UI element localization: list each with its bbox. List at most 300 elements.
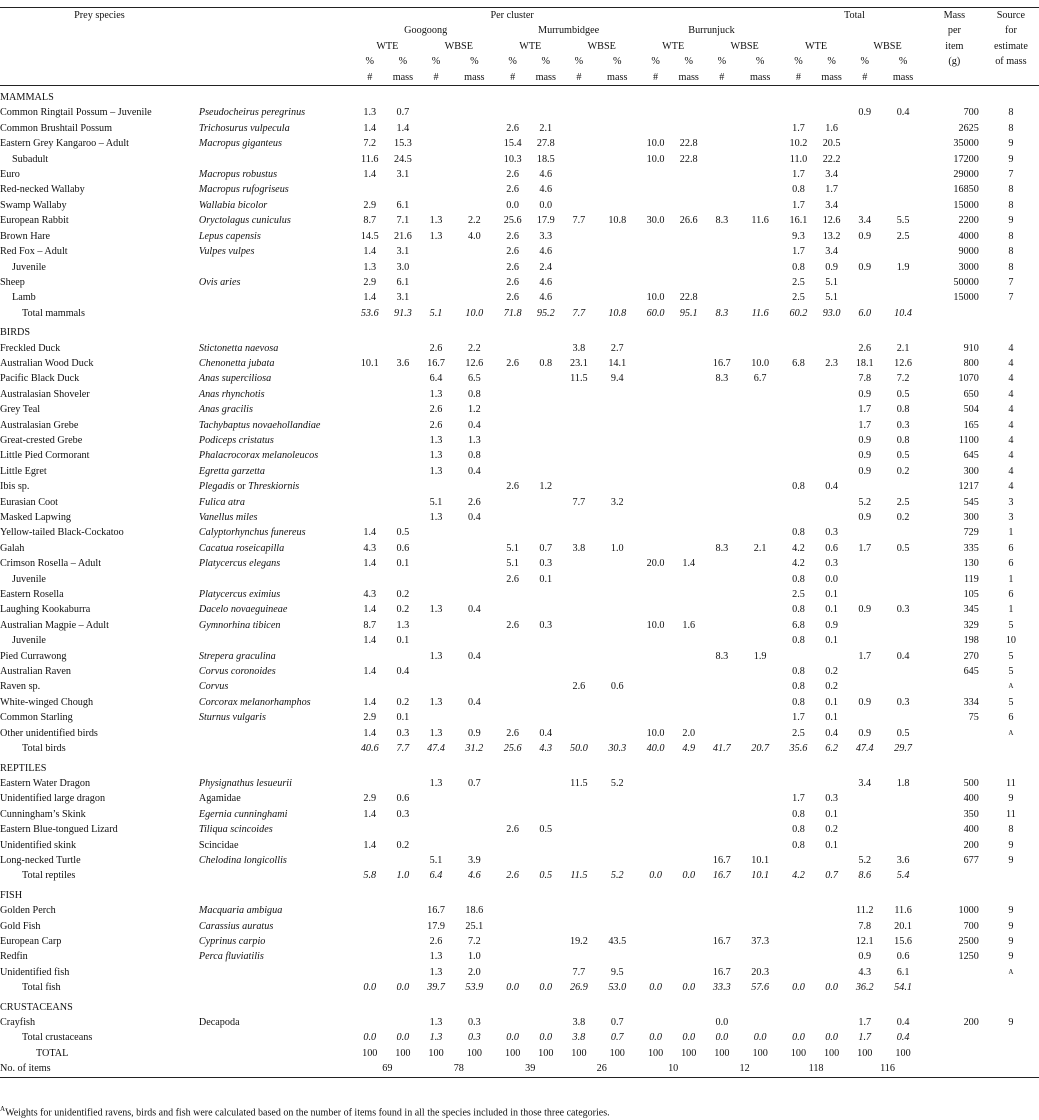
mass-source: 1 bbox=[1008, 573, 1014, 585]
mass-per-item: 165 bbox=[963, 419, 979, 431]
value-cell: 16.7 bbox=[427, 357, 445, 369]
value-cell: 0.4 bbox=[825, 727, 838, 739]
value-cell: 95.1 bbox=[679, 307, 698, 319]
value-cell bbox=[563, 152, 594, 167]
scientific-name: Agamidae bbox=[198, 793, 241, 805]
scientific-name: Corcorax melanorhamphos bbox=[198, 696, 311, 708]
value-cell: 3.4 bbox=[858, 215, 872, 227]
value-cell: 30.3 bbox=[608, 743, 627, 755]
value-cell bbox=[497, 710, 528, 725]
scientific-name: Macropus giganteus bbox=[198, 138, 282, 150]
value-cell: 0.3 bbox=[896, 604, 910, 616]
value-cell: 14.5 bbox=[360, 230, 379, 242]
value-cell: 11.6 bbox=[361, 153, 379, 165]
species-name: Long-necked Turtle bbox=[0, 854, 81, 866]
value-cell: 1.7 bbox=[858, 419, 872, 431]
value-cell bbox=[452, 152, 498, 167]
table-row bbox=[0, 556, 1039, 571]
mass-unit-header: mass bbox=[737, 70, 783, 86]
scientific-name bbox=[199, 260, 354, 275]
value-cell: 16.7 bbox=[712, 854, 731, 866]
value-cell bbox=[849, 664, 880, 679]
mass-per-item: 650 bbox=[963, 388, 979, 400]
value-cell: 15.6 bbox=[894, 935, 912, 947]
value-cell bbox=[706, 152, 737, 167]
mass-source: 4 bbox=[1008, 373, 1014, 385]
mass-per-item: 345 bbox=[963, 604, 979, 616]
mass-source: 8 bbox=[1008, 246, 1014, 258]
mass-unit-header: mass bbox=[880, 70, 926, 86]
table-row bbox=[0, 418, 1039, 433]
scientific-name: Physignathus lesueurii bbox=[198, 777, 292, 789]
value-cell bbox=[737, 618, 783, 633]
value-cell bbox=[563, 387, 594, 402]
value-cell bbox=[671, 525, 706, 540]
mass-unit-header: mass bbox=[671, 70, 706, 86]
scientific-name: Phalacrocorax melanoleucos bbox=[198, 450, 319, 462]
value-cell bbox=[814, 853, 849, 868]
value-cell: 0.1 bbox=[825, 839, 838, 851]
value-cell bbox=[849, 244, 880, 259]
value-cell bbox=[640, 853, 671, 868]
scientific-name: Chenonetta jubata bbox=[198, 357, 275, 369]
value-cell: 16.7 bbox=[427, 905, 445, 917]
value-cell: 2.6 bbox=[506, 357, 519, 369]
value-cell bbox=[420, 838, 451, 853]
value-cell bbox=[497, 949, 528, 964]
value-cell bbox=[880, 587, 926, 602]
value-cell: 11.6 bbox=[751, 215, 769, 227]
value-cell: 26.6 bbox=[679, 215, 698, 227]
mass-per-item: 270 bbox=[963, 650, 979, 662]
mass-source: 4 bbox=[1008, 357, 1014, 369]
value-cell: 4.6 bbox=[539, 169, 553, 181]
value-cell bbox=[420, 541, 451, 556]
value-cell: 0.1 bbox=[396, 712, 410, 724]
value-cell: 0.4 bbox=[467, 419, 481, 431]
total-row bbox=[0, 980, 1039, 995]
value-cell bbox=[563, 587, 594, 602]
value-cell: 11.0 bbox=[789, 153, 808, 165]
value-cell bbox=[640, 695, 671, 710]
value-cell bbox=[640, 602, 671, 617]
total-row bbox=[0, 1030, 1039, 1045]
species-name: Gold Fish bbox=[0, 920, 41, 932]
value-cell bbox=[737, 695, 783, 710]
section-header-row bbox=[0, 321, 1039, 340]
species-name: Crimson Rosella – Adult bbox=[0, 558, 102, 570]
value-cell bbox=[640, 229, 671, 244]
value-cell bbox=[849, 152, 880, 167]
value-cell bbox=[783, 510, 814, 525]
value-cell bbox=[671, 791, 706, 806]
footnote-text: Weights for unidentified ravens, birds and fish were calculated based on the number of items found in all the species included in those three categories. bbox=[5, 1107, 610, 1119]
mass-per-item: 400 bbox=[963, 824, 979, 836]
mass-per-item-header-3: item bbox=[945, 40, 964, 52]
mass-source: 8 bbox=[1008, 261, 1014, 273]
value-cell bbox=[528, 587, 563, 602]
value-cell bbox=[671, 838, 706, 853]
value-cell bbox=[706, 807, 737, 822]
value-cell bbox=[594, 602, 640, 617]
scientific-name bbox=[199, 980, 354, 995]
value-cell bbox=[497, 418, 528, 433]
value-cell: 0.0 bbox=[539, 982, 553, 994]
value-cell: 1.8 bbox=[896, 777, 910, 789]
value-cell bbox=[385, 965, 420, 980]
value-cell bbox=[640, 822, 671, 837]
value-cell bbox=[783, 649, 814, 664]
value-cell bbox=[814, 371, 849, 386]
species-name: Common Ringtail Possum – Juvenile bbox=[0, 107, 152, 119]
value-cell bbox=[706, 618, 737, 633]
mass-source: 3 bbox=[1008, 496, 1014, 508]
value-cell: 2.9 bbox=[363, 199, 377, 211]
value-cell bbox=[783, 919, 814, 934]
value-cell bbox=[563, 572, 594, 587]
table-row bbox=[0, 433, 1039, 448]
value-cell bbox=[420, 633, 451, 648]
value-cell bbox=[640, 167, 671, 182]
value-cell bbox=[563, 664, 594, 679]
value-cell: 1.3 bbox=[429, 1017, 443, 1028]
species-name: Galah bbox=[0, 542, 25, 554]
value-cell bbox=[783, 418, 814, 433]
species-name: Australian Magpie – Adult bbox=[0, 619, 109, 631]
mass-source: 6 bbox=[1008, 558, 1014, 570]
value-cell bbox=[563, 260, 594, 275]
value-cell bbox=[452, 290, 498, 305]
value-cell bbox=[452, 479, 498, 494]
value-cell bbox=[420, 679, 451, 694]
value-cell: 10.8 bbox=[608, 307, 627, 319]
value-cell bbox=[706, 290, 737, 305]
value-cell: 0.9 bbox=[858, 727, 872, 739]
murrumbidgee-header: Murrumbidgee bbox=[538, 25, 600, 37]
value-cell bbox=[563, 448, 594, 463]
value-cell bbox=[528, 853, 563, 868]
percent-header: % bbox=[574, 56, 584, 68]
species-name: Australian Raven bbox=[0, 666, 72, 678]
value-cell bbox=[354, 572, 385, 587]
value-cell bbox=[385, 479, 420, 494]
table-row bbox=[0, 525, 1039, 540]
value-cell: 1.4 bbox=[363, 558, 377, 570]
value-cell: 1.4 bbox=[363, 527, 377, 539]
value-cell: 0.0 bbox=[792, 982, 805, 994]
species-name: Australian Wood Duck bbox=[0, 357, 94, 369]
value-cell: 2.2 bbox=[467, 342, 481, 354]
value-cell: 6.8 bbox=[792, 619, 805, 631]
mass-source: A bbox=[1008, 682, 1014, 691]
value-cell: 7.1 bbox=[396, 215, 410, 227]
value-cell: 100 bbox=[790, 1047, 807, 1059]
value-cell: 0.4 bbox=[467, 604, 481, 616]
scientific-name: Macquaria ambigua bbox=[198, 905, 283, 917]
value-cell bbox=[420, 710, 451, 725]
value-cell bbox=[452, 618, 498, 633]
table-row bbox=[0, 649, 1039, 664]
value-cell bbox=[563, 105, 594, 120]
value-cell bbox=[880, 167, 926, 182]
value-cell bbox=[671, 649, 706, 664]
value-cell bbox=[737, 198, 783, 213]
value-cell bbox=[640, 182, 671, 197]
value-cell bbox=[706, 433, 737, 448]
table-row bbox=[0, 167, 1039, 182]
value-cell bbox=[497, 664, 528, 679]
scientific-name bbox=[199, 152, 354, 167]
value-cell: 1.3 bbox=[429, 966, 443, 978]
value-cell bbox=[385, 822, 420, 837]
mass-source: 6 bbox=[1008, 712, 1014, 724]
value-cell bbox=[706, 838, 737, 853]
mass-per-item: 645 bbox=[963, 450, 979, 462]
table-row bbox=[0, 633, 1039, 648]
mass-per-item: 2500 bbox=[958, 935, 979, 947]
table-row bbox=[0, 679, 1039, 694]
value-cell bbox=[640, 433, 671, 448]
prey-table bbox=[0, 7, 1039, 1078]
value-cell: 5.2 bbox=[858, 854, 872, 866]
value-cell bbox=[706, 260, 737, 275]
species-name: European Carp bbox=[0, 935, 62, 947]
value-cell: 5.1 bbox=[429, 854, 443, 866]
value-cell bbox=[563, 807, 594, 822]
value-cell: 5.1 bbox=[429, 307, 443, 319]
value-cell: 1.3 bbox=[429, 512, 443, 523]
species-name: Juvenile bbox=[12, 261, 46, 273]
value-cell: 100 bbox=[362, 1047, 378, 1059]
value-cell bbox=[814, 418, 849, 433]
scientific-name: Macropus rufogriseus bbox=[198, 184, 289, 196]
value-cell bbox=[452, 167, 498, 182]
value-cell: 0.7 bbox=[610, 1017, 624, 1028]
value-cell bbox=[497, 679, 528, 694]
value-cell: 0.3 bbox=[896, 419, 910, 431]
mass-per-item: 1100 bbox=[958, 434, 979, 446]
table-row bbox=[0, 152, 1039, 167]
value-cell bbox=[563, 710, 594, 725]
value-cell: 0.4 bbox=[896, 650, 910, 662]
value-cell bbox=[528, 105, 563, 120]
mass-per-item bbox=[926, 679, 983, 694]
value-cell bbox=[783, 387, 814, 402]
table-row bbox=[0, 198, 1039, 213]
wbse-header: WBSE bbox=[873, 40, 902, 52]
value-cell bbox=[420, 556, 451, 571]
grand-total-row bbox=[0, 1046, 1039, 1061]
value-cell: 1.3 bbox=[429, 465, 443, 477]
value-cell bbox=[706, 418, 737, 433]
value-cell: 0.3 bbox=[467, 1017, 481, 1028]
mass-unit-header: mass bbox=[594, 70, 640, 86]
scientific-name: Decapoda bbox=[198, 1017, 240, 1028]
value-cell bbox=[706, 822, 737, 837]
value-cell bbox=[814, 402, 849, 417]
value-cell bbox=[880, 710, 926, 725]
value-cell bbox=[849, 167, 880, 182]
value-cell bbox=[849, 136, 880, 151]
mass-source: 4 bbox=[1008, 450, 1014, 462]
mass-source: 9 bbox=[1008, 905, 1014, 917]
value-cell: 3.1 bbox=[396, 292, 410, 304]
mass-source: 7 bbox=[1008, 169, 1014, 181]
value-cell: 5.2 bbox=[610, 870, 624, 882]
value-cell bbox=[880, 572, 926, 587]
table-row bbox=[0, 402, 1039, 417]
value-cell bbox=[594, 198, 640, 213]
value-cell: 0.0 bbox=[715, 1017, 729, 1028]
species-name: Other unidentified birds bbox=[0, 727, 98, 739]
mass-per-item: 910 bbox=[963, 342, 979, 354]
value-cell: 6.0 bbox=[858, 307, 872, 319]
value-cell bbox=[706, 602, 737, 617]
value-cell bbox=[671, 587, 706, 602]
value-cell bbox=[528, 371, 563, 386]
value-cell bbox=[563, 649, 594, 664]
value-cell: 12.6 bbox=[822, 215, 841, 227]
value-cell: 4.9 bbox=[682, 743, 696, 755]
value-cell bbox=[420, 290, 451, 305]
percent-header: % bbox=[755, 56, 765, 68]
value-cell: 0.0 bbox=[649, 982, 662, 994]
value-cell bbox=[594, 121, 640, 136]
prey-species-header: Prey species bbox=[0, 8, 199, 24]
value-cell: 2.5 bbox=[792, 292, 805, 304]
value-cell bbox=[880, 198, 926, 213]
value-cell bbox=[420, 275, 451, 290]
mass-source: A bbox=[1008, 967, 1014, 976]
value-cell: 1.3 bbox=[429, 450, 443, 462]
value-cell: 0.4 bbox=[896, 107, 910, 119]
mass-per-item: 130 bbox=[963, 558, 979, 570]
mass-per-item: 15000 bbox=[953, 199, 979, 211]
mass-per-item: 800 bbox=[963, 357, 979, 369]
value-cell bbox=[594, 402, 640, 417]
mass-per-item bbox=[926, 306, 983, 321]
mass-source bbox=[983, 868, 1039, 883]
scientific-name bbox=[199, 633, 354, 648]
value-cell bbox=[737, 121, 783, 136]
value-cell: 2.2 bbox=[467, 215, 481, 227]
value-cell: 10.4 bbox=[894, 307, 912, 319]
value-cell: 2.5 bbox=[792, 276, 805, 288]
mass-per-item: 500 bbox=[963, 777, 979, 789]
mass-unit-header: mass bbox=[452, 70, 498, 86]
value-cell bbox=[354, 433, 385, 448]
value-cell bbox=[671, 695, 706, 710]
value-cell bbox=[880, 838, 926, 853]
value-cell: 16.7 bbox=[712, 357, 731, 369]
mass-source: 9 bbox=[1008, 138, 1014, 150]
mass-source bbox=[983, 306, 1039, 321]
value-cell bbox=[594, 710, 640, 725]
value-cell: 2.6 bbox=[506, 481, 519, 493]
scientific-name bbox=[199, 965, 354, 980]
value-cell bbox=[814, 510, 849, 525]
value-cell: 2.1 bbox=[896, 342, 910, 354]
wbse-header: WBSE bbox=[730, 40, 759, 52]
value-cell bbox=[640, 371, 671, 386]
value-cell bbox=[737, 275, 783, 290]
value-cell bbox=[671, 776, 706, 791]
value-cell bbox=[497, 838, 528, 853]
value-cell bbox=[640, 479, 671, 494]
value-cell: 3.1 bbox=[396, 169, 410, 181]
value-cell bbox=[385, 949, 420, 964]
value-cell: 10.2 bbox=[789, 138, 808, 150]
value-cell: 8.3 bbox=[715, 650, 729, 662]
value-cell: 10.8 bbox=[608, 215, 627, 227]
value-cell bbox=[594, 244, 640, 259]
value-cell bbox=[706, 633, 737, 648]
value-cell: 11.5 bbox=[570, 777, 588, 789]
value-cell bbox=[528, 965, 563, 980]
value-cell bbox=[594, 229, 640, 244]
value-cell bbox=[420, 244, 451, 259]
value-cell bbox=[640, 510, 671, 525]
value-cell: 1.0 bbox=[467, 951, 481, 963]
value-cell bbox=[737, 776, 783, 791]
value-cell bbox=[497, 402, 528, 417]
mass-per-item: 1217 bbox=[958, 481, 979, 493]
scientific-name: Dacelo novaeguineae bbox=[198, 604, 288, 616]
value-cell: 9.5 bbox=[610, 966, 624, 978]
value-cell bbox=[563, 182, 594, 197]
value-cell: 2.5 bbox=[896, 230, 910, 242]
value-cell: 0.3 bbox=[825, 558, 838, 570]
value-cell bbox=[594, 510, 640, 525]
value-cell: 0.9 bbox=[858, 107, 872, 119]
value-cell bbox=[563, 919, 594, 934]
value-cell: 7.7 bbox=[572, 966, 586, 978]
section-title: BIRDS bbox=[0, 327, 31, 339]
value-cell bbox=[737, 903, 783, 918]
value-cell bbox=[737, 448, 783, 463]
value-cell: 47.4 bbox=[427, 743, 445, 755]
species-name: Little Pied Cormorant bbox=[0, 450, 90, 462]
value-cell bbox=[737, 433, 783, 448]
value-cell bbox=[420, 105, 451, 120]
value-cell: 0.8 bbox=[792, 184, 805, 196]
value-cell: 6.1 bbox=[896, 966, 910, 978]
value-cell: 1.7 bbox=[792, 122, 805, 134]
value-cell: 47.4 bbox=[855, 743, 874, 755]
mass-per-item: 700 bbox=[963, 920, 979, 932]
value-cell bbox=[594, 726, 640, 741]
value-cell bbox=[671, 464, 706, 479]
mass-source: 7 bbox=[1008, 292, 1014, 304]
value-cell: 0.2 bbox=[825, 681, 838, 693]
value-cell: 0.0 bbox=[506, 199, 519, 211]
value-cell: 0.8 bbox=[792, 808, 805, 820]
value-cell: 0.5 bbox=[539, 870, 553, 882]
mass-per-item bbox=[926, 741, 983, 756]
value-cell: 0.7 bbox=[610, 1032, 624, 1044]
scientific-name: Pseudocheirus peregrinus bbox=[198, 107, 306, 119]
table-row bbox=[0, 260, 1039, 275]
value-cell: 2.6 bbox=[506, 122, 519, 134]
scientific-name: Scincidae bbox=[198, 839, 239, 851]
value-cell bbox=[497, 695, 528, 710]
table-row bbox=[0, 213, 1039, 228]
section-title: CRUSTACEANS bbox=[0, 1001, 73, 1013]
species-name: Ibis sp. bbox=[0, 481, 30, 493]
percent-header: % bbox=[365, 56, 374, 68]
mass-per-item: 2200 bbox=[958, 215, 979, 227]
value-cell: 0.9 bbox=[858, 230, 872, 242]
